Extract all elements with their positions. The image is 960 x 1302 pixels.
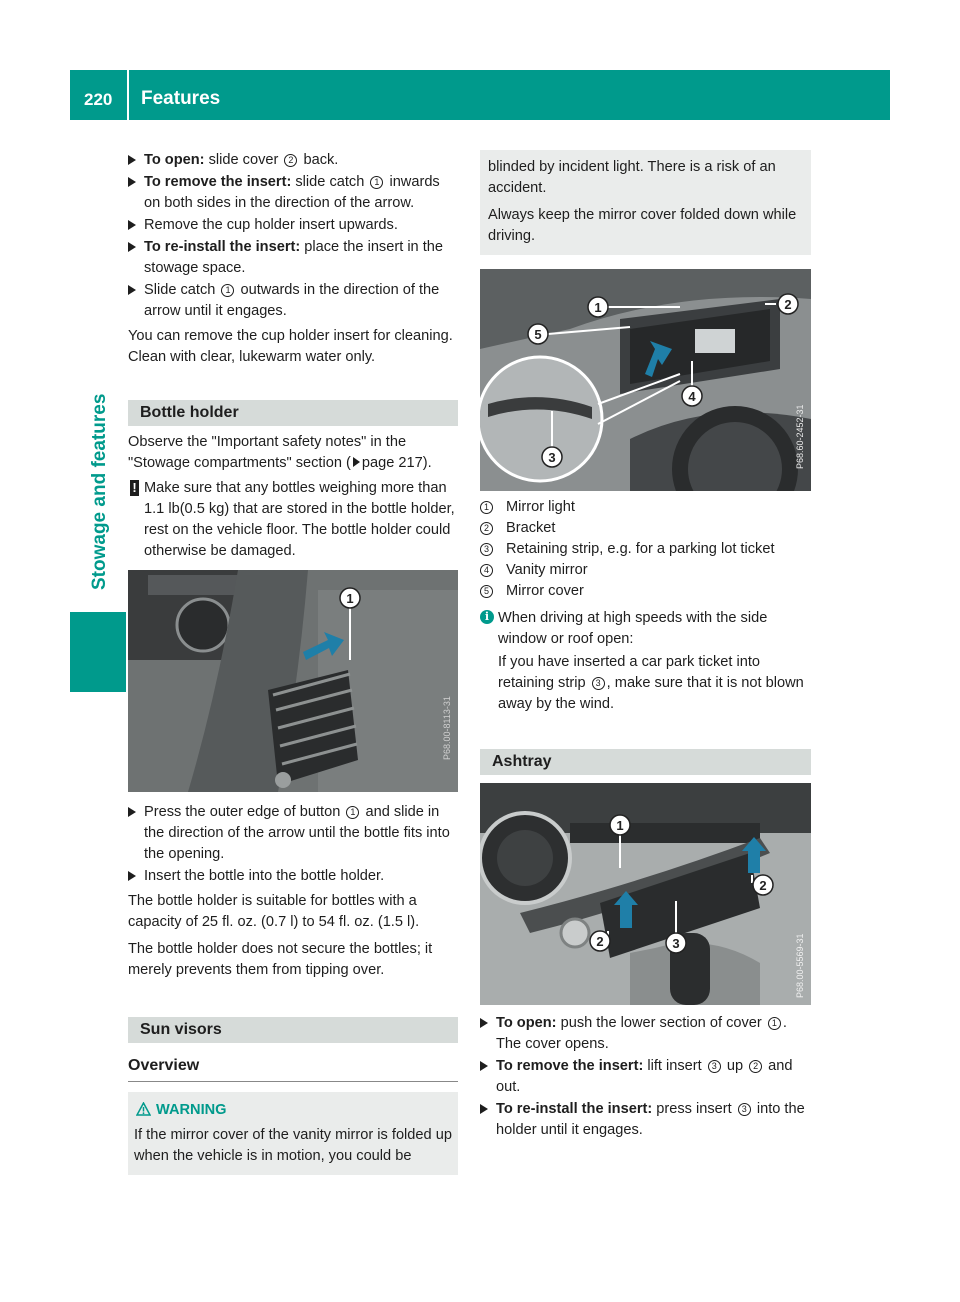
- page-title: Features: [141, 88, 221, 109]
- bottle-paragraph: The bottle holder does not secure the bottles; it merely prevents them from tipping over.: [128, 941, 433, 978]
- bottle-paragraph: The bottle holder is suitable for bottles with a capacity of 25 fl. oz. (0.7 l) to 54 fl. oz. (1.5 l).: [128, 893, 420, 930]
- overview-subheading: Overview: [128, 1055, 458, 1082]
- figure-callout: 3: [548, 450, 556, 465]
- cup-step: To re-install the insert: place the insert in the stowage space.: [128, 237, 458, 279]
- right-column: [480, 150, 811, 1142]
- cup-holder-paragraph: You can remove the cup holder insert for cleaning. Clean with clear, lukewarm water only.: [128, 328, 453, 365]
- figure-code: P68.00-8113-31: [442, 696, 452, 760]
- figure-code: P68.00-5569-31: [795, 933, 805, 998]
- legend-item: 5 Mirror cover: [480, 581, 811, 602]
- info-note: i When driving at high speeds with the side window or roof open: If you have inserted a car park ticket into retaining strip 3 , make sure that it is not blown away by the wind.: [480, 608, 811, 715]
- callout-1-icon: 1: [370, 176, 383, 189]
- page-ref-icon: [353, 457, 360, 467]
- legend-item: 3 Retaining strip, e.g. for a parking lot ticket: [480, 539, 811, 560]
- step-arrow-icon: [128, 807, 136, 817]
- callout-5-icon: 5: [480, 585, 493, 598]
- ashtray-heading: Ashtray: [480, 749, 811, 775]
- cup-step: To remove the insert: slide catch 1 inwards on both sides in the direction of the arrow.: [128, 172, 458, 214]
- warning-box: [128, 1092, 458, 1175]
- figure-code: P68.60-2452-31: [795, 404, 805, 469]
- ashtray-illustration: [480, 783, 811, 1005]
- figure-callout: 1: [616, 818, 624, 833]
- page-number: 220: [84, 90, 113, 109]
- figure-callout: 2: [759, 878, 767, 893]
- page-ref-link[interactable]: page 217: [361, 455, 423, 471]
- callout-2-icon: 2: [749, 1060, 762, 1073]
- step-arrow-icon: [480, 1104, 488, 1114]
- callout-3-icon: 3: [738, 1103, 751, 1116]
- info-icon: i: [480, 610, 494, 624]
- figure-callout: 1: [346, 591, 354, 606]
- step-arrow-icon: [128, 871, 136, 881]
- callout-3-icon: 3: [592, 677, 605, 690]
- bottle-step: Press the outer edge of button 1 and slide in the direction of the arrow until the bottle fits into the opening.: [128, 802, 458, 865]
- legend-item: 1 Mirror light: [480, 497, 811, 518]
- callout-2-icon: 2: [480, 522, 493, 535]
- callout-1-icon: 1: [346, 806, 359, 819]
- bottle-holder-figure: [128, 570, 458, 792]
- callout-2-icon: 2: [284, 154, 297, 167]
- callout-4-icon: 4: [480, 564, 493, 577]
- warning-triangle-icon: [136, 1102, 151, 1116]
- warning-text: If the mirror cover of the vanity mirror is folded up when the vehicle is in motion, you could be: [134, 1127, 452, 1164]
- figure-callout: 2: [784, 297, 792, 312]
- callout-3-icon: 3: [480, 543, 493, 556]
- warning-continued-text: blinded by incident light. There is a risk of an accident.: [488, 159, 776, 196]
- step-arrow-icon: [128, 220, 136, 230]
- warning-box-continued: [480, 150, 811, 255]
- ashtray-step: To remove the insert: lift insert 3 up 2 and out.: [480, 1056, 811, 1098]
- legend-item: 4 Vanity mirror: [480, 560, 811, 581]
- cup-step: To open: slide cover 2 back.: [128, 150, 458, 171]
- bottle-note: ! Make sure that any bottles weighing more than 1.1 lb(0.5 kg) that are stored in the bottle holder, rest on the vehicle floor. The bottle holder could otherwise be damaged.: [128, 478, 458, 562]
- warning-title: WARNING: [134, 1100, 452, 1121]
- figure-callout: 3: [672, 936, 680, 951]
- sun-visor-illustration: [480, 269, 811, 491]
- legend-item: 2 Bracket: [480, 518, 811, 539]
- left-column: [128, 150, 458, 1175]
- side-tab-marker: [70, 612, 126, 692]
- figure-callout: 1: [594, 300, 602, 315]
- bottle-holder-heading: Bottle holder: [128, 400, 458, 426]
- bottle-holder-illustration: [128, 570, 458, 792]
- figure-callout: 2: [596, 934, 604, 949]
- step-arrow-icon: [128, 177, 136, 187]
- step-arrow-icon: [128, 285, 136, 295]
- ashtray-figure: [480, 783, 811, 1005]
- callout-1-icon: 1: [480, 501, 493, 514]
- ashtray-step: To re-install the insert: press insert 3 into the holder until it engages.: [480, 1099, 811, 1141]
- step-arrow-icon: [128, 155, 136, 165]
- header-divider: [127, 70, 129, 120]
- step-arrow-icon: [128, 242, 136, 252]
- sun-visors-heading: Sun visors: [128, 1017, 458, 1043]
- callout-1-icon: 1: [768, 1017, 781, 1030]
- step-arrow-icon: [480, 1061, 488, 1071]
- sun-visor-legend: [480, 497, 811, 602]
- caution-icon: !: [130, 480, 139, 496]
- step-arrow-icon: [480, 1018, 488, 1028]
- cup-holder-steps: [128, 150, 458, 368]
- sun-visor-figure: [480, 269, 811, 491]
- callout-3-icon: 3: [708, 1060, 721, 1073]
- ashtray-step: To open: push the lower section of cover 1 . The cover opens.: [480, 1013, 811, 1055]
- cup-step: Slide catch 1 outwards in the direction of the arrow until it engages.: [128, 280, 458, 322]
- warning-continued-text: Always keep the mirror cover folded down while driving.: [488, 207, 797, 244]
- figure-callout: 4: [688, 389, 696, 404]
- bottle-step: Insert the bottle into the bottle holder.: [128, 866, 458, 887]
- cup-step: Remove the cup holder insert upwards.: [128, 215, 458, 236]
- bottle-intro: Observe the "Important safety notes" in the "Stowage compartments" section ( page 217).: [128, 434, 432, 471]
- figure-callout: 5: [534, 327, 542, 342]
- side-tab-label: Stowage and features: [89, 393, 110, 590]
- callout-1-icon: 1: [221, 284, 234, 297]
